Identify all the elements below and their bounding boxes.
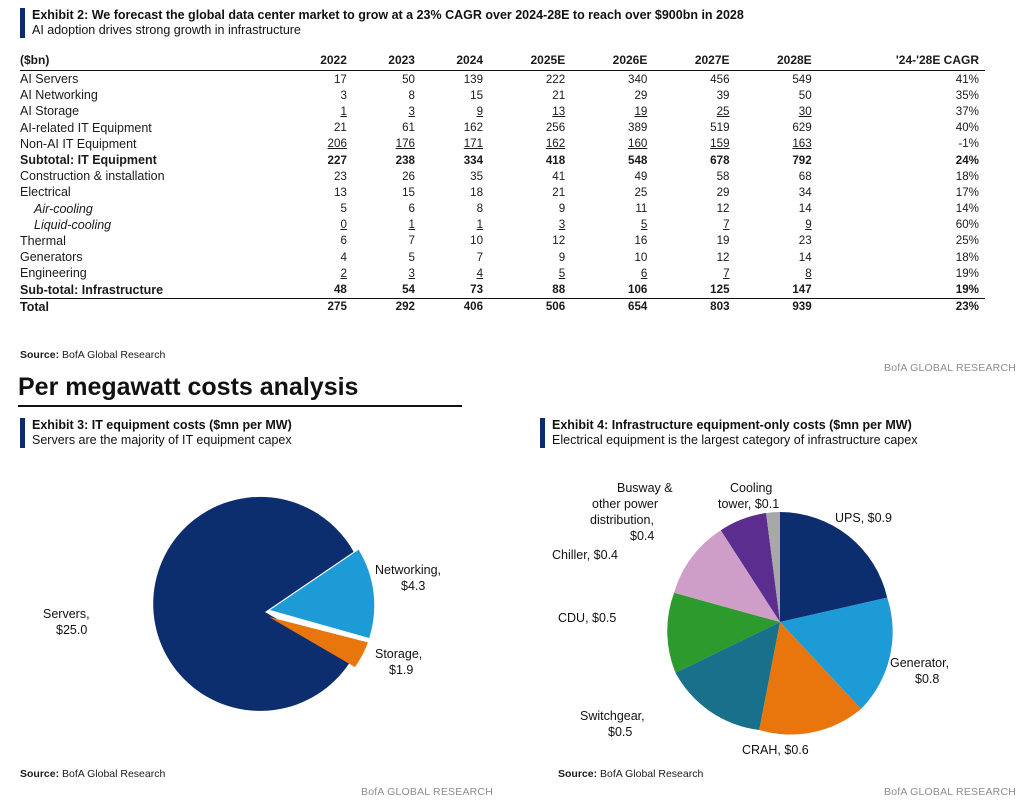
table-cell: 14: [798, 202, 812, 216]
table-cell: 12: [552, 234, 566, 248]
pie-label-servers-line1: Servers,: [43, 607, 90, 621]
table-cell: 456: [710, 72, 730, 86]
row-label: AI Networking: [20, 88, 98, 103]
table-cell: 3: [408, 104, 415, 118]
table-cell: 7: [723, 266, 730, 280]
row-label: AI Storage: [20, 104, 80, 119]
table-cell: 30: [798, 104, 812, 118]
table-cell: 15: [402, 185, 415, 199]
exhibit3-footer: BofA GLOBAL RESEARCH: [361, 786, 493, 798]
table-cell: 7: [723, 218, 730, 232]
column-header: 2025E: [489, 52, 571, 71]
table-cell: 292: [353, 298, 421, 315]
pie-label-networking-line2: $4.3: [401, 579, 426, 593]
row-label: AI Servers: [20, 72, 79, 87]
table-cell: 13: [333, 185, 347, 199]
table-cell: 7: [476, 250, 484, 264]
exhibit4-subtitle: Electrical equipment is the largest category of infrastructure capex: [552, 433, 918, 447]
source-label: Source:: [20, 349, 60, 361]
table-cell: 58: [716, 169, 730, 183]
table-cell: 6: [340, 234, 347, 248]
exhibit2-footer: BofA GLOBAL RESEARCH: [884, 362, 1016, 374]
table-cell: 549: [792, 72, 812, 86]
table-cell: 29: [716, 185, 730, 199]
column-header: 2022: [285, 52, 353, 71]
exhibit3-subtitle: Servers are the majority of IT equipment capex: [32, 433, 292, 447]
table-cell: 5: [408, 250, 415, 264]
table-row: [20, 298, 985, 315]
table-cell: 206: [327, 137, 347, 151]
pie-label-generator-line2: $0.8: [915, 672, 940, 686]
table-row: [20, 168, 985, 184]
exhibit3-pie-chart: [20, 462, 520, 762]
table-cell: 68: [798, 169, 812, 183]
table-cell: 162: [463, 121, 484, 135]
accent-bar: [20, 8, 25, 38]
column-header: 2028E: [736, 52, 818, 71]
pie-label-chiller: Chiller, $0.4: [552, 548, 619, 562]
table-row: [20, 136, 985, 152]
table-cell: 17%: [955, 185, 979, 199]
table-row: [20, 184, 985, 200]
table-cell: 1: [476, 218, 484, 232]
table-row: [20, 265, 985, 281]
table-cell: 2: [340, 266, 347, 280]
table-cell: 18%: [955, 169, 979, 183]
table-cell: 222: [545, 72, 566, 86]
table-cell: 18%: [955, 250, 979, 264]
forecast-table: [20, 52, 985, 315]
table-cell: 654: [571, 298, 653, 315]
table-cell: 11: [635, 202, 648, 216]
table-cell: 26: [402, 169, 415, 183]
table-cell: 176: [395, 137, 415, 151]
table-row: [20, 152, 985, 168]
pie-label-servers-line2: $25.0: [56, 623, 88, 637]
column-header: ($bn): [20, 52, 285, 71]
pie-label-busway-line2: other power: [592, 497, 659, 511]
table-cell: 12: [716, 202, 730, 216]
table-cell: 14%: [955, 202, 979, 216]
table-cell: 5: [340, 202, 347, 216]
table-cell: 13: [552, 104, 566, 118]
row-label: Air-cooling: [34, 201, 93, 216]
exhibit4-block: [540, 418, 1020, 448]
table-row: [20, 71, 985, 88]
row-label: Liquid-cooling: [34, 217, 112, 232]
row-label: Non-AI IT Equipment: [20, 136, 137, 151]
table-cell: 106: [628, 283, 648, 297]
table-cell: 39: [716, 88, 730, 102]
table-cell: 34: [798, 185, 812, 199]
pie-label-busway-line3: distribution,: [590, 513, 654, 527]
table-cell: 29: [634, 88, 648, 102]
table-cell: 25: [634, 185, 648, 199]
accent-bar: [20, 418, 25, 448]
table-cell: 334: [463, 153, 484, 167]
exhibit3-title: Exhibit 3: IT equipment costs ($mn per MW): [32, 418, 292, 432]
table-cell: 1: [340, 104, 347, 118]
pie-label-coolingtower-line1: Cooling: [730, 481, 773, 495]
table-cell: 4: [340, 250, 347, 264]
row-label: Construction & installation: [20, 169, 165, 184]
table-cell: 37%: [955, 104, 979, 118]
table-cell: 629: [792, 121, 812, 135]
row-label: Sub-total: Infrastructure: [20, 282, 164, 297]
pie-label-storage-line1: Storage,: [375, 647, 423, 661]
table-cell: 19%: [955, 283, 979, 297]
table-cell: 12: [716, 250, 730, 264]
table-cell: 41: [552, 169, 566, 183]
row-label: Subtotal: IT Equipment: [20, 153, 157, 168]
table-cell: 35: [470, 169, 484, 183]
table-row: [20, 281, 985, 298]
table-cell: 147: [792, 283, 812, 297]
pie-label-crah: CRAH, $0.6: [742, 743, 809, 757]
table-cell: 41%: [955, 72, 979, 86]
table-cell: 678: [710, 153, 730, 167]
table-row: [20, 201, 985, 217]
table-cell: 519: [710, 121, 730, 135]
pie-label-coolingtower-line2: tower, $0.1: [718, 497, 780, 511]
table-cell: 19%: [955, 266, 979, 280]
pie-label-cdu: CDU, $0.5: [558, 611, 617, 625]
table-cell: 6: [640, 266, 648, 280]
table-cell: 6: [408, 202, 415, 216]
pie-label-switchgear-line2: $0.5: [608, 725, 633, 739]
exhibit4-title: Exhibit 4: Infrastructure equipment-only costs ($mn per MW): [552, 418, 912, 432]
table-cell: 50: [798, 88, 812, 102]
table-cell: 171: [463, 137, 484, 151]
table-cell: 24%: [955, 153, 979, 167]
pie-label-networking-line1: Networking,: [375, 563, 441, 577]
table-cell: 162: [545, 137, 566, 151]
pie-label-generator-line1: Generator,: [890, 656, 950, 670]
table-cell: 25%: [955, 234, 979, 248]
row-label: Electrical: [20, 185, 71, 200]
table-cell: 256: [545, 121, 566, 135]
table-cell: 16: [634, 234, 648, 248]
table-cell: 49: [634, 169, 648, 183]
accent-bar: [540, 418, 545, 448]
column-header: 2026E: [571, 52, 653, 71]
table-cell: 50: [402, 72, 415, 86]
table-cell: 18: [470, 185, 484, 199]
table-cell: 163: [792, 137, 812, 151]
table-row: [20, 233, 985, 249]
table-cell: 389: [628, 121, 648, 135]
table-cell: 406: [421, 298, 489, 315]
table-cell: 19: [716, 234, 730, 248]
table-cell: 21: [552, 185, 566, 199]
table-cell: 14: [798, 250, 812, 264]
table-cell: 35%: [955, 88, 979, 102]
pie-label-ups: UPS, $0.9: [835, 511, 892, 525]
table-cell: 3: [340, 88, 347, 102]
table-cell: 7: [408, 234, 415, 248]
table-row: [20, 249, 985, 265]
source-text: BofA Global Research: [62, 349, 166, 361]
table-cell: 1: [408, 218, 415, 232]
table-cell: 5: [640, 218, 648, 232]
column-header: 2024: [421, 52, 489, 71]
table-cell: 5: [558, 266, 566, 280]
table-cell: 0: [340, 218, 347, 232]
table-row: [20, 103, 985, 119]
table-cell: 17: [333, 72, 347, 86]
exhibit2-subtitle: AI adoption drives strong growth in infrastructure: [32, 23, 301, 37]
table-cell: 61: [402, 121, 415, 135]
table-cell: 8: [805, 266, 812, 280]
table-cell: 125: [710, 283, 730, 297]
table-cell: 3: [408, 266, 415, 280]
table-cell: 3: [558, 218, 566, 232]
table-row: [20, 217, 985, 233]
table-body: [20, 71, 985, 315]
pie-label-storage-line2: $1.9: [389, 663, 414, 677]
exhibit2-title: Exhibit 2: We forecast the global data center market to grow at a 23% CAGR over 2024-28E to reach over $900bn in 2028: [32, 8, 744, 22]
row-label: Generators: [20, 250, 83, 265]
table-cell: 10: [470, 234, 484, 248]
table-row: [20, 87, 985, 103]
table-row: [20, 120, 985, 136]
table-cell: 9: [805, 218, 812, 232]
table-cell: 40%: [955, 121, 979, 135]
table-cell: 23%: [818, 298, 985, 315]
table-cell: 21: [552, 88, 566, 102]
table-cell: 48: [333, 283, 347, 297]
pie-label-busway-line1: Busway &: [617, 481, 673, 495]
pie-label-busway-line4: $0.4: [630, 529, 655, 543]
row-label: Engineering: [20, 266, 87, 281]
table-cell: -1%: [958, 137, 979, 151]
row-label: AI-related IT Equipment: [20, 120, 152, 135]
table-cell: 275: [285, 298, 353, 315]
exhibit3-block: [20, 418, 500, 448]
exhibit2-source: [20, 349, 165, 361]
pie-label-switchgear-line1: Switchgear,: [580, 709, 645, 723]
table-cell: 340: [628, 72, 648, 86]
table-cell: 8: [476, 202, 484, 216]
source-text: BofA Global Research: [600, 768, 704, 780]
table-cell: 227: [327, 153, 347, 167]
pie-slices-group: [667, 512, 892, 735]
table-cell: 238: [395, 153, 415, 167]
table-cell: 10: [634, 250, 648, 264]
column-header: '24-'28E CAGR: [818, 52, 985, 71]
table-cell: 21: [333, 121, 347, 135]
table-cell: 792: [792, 153, 812, 167]
pie-svg-infrastructure: [540, 462, 1024, 782]
table-cell: 15: [470, 88, 484, 102]
table-cell: 139: [463, 72, 484, 86]
table-cell: 418: [545, 153, 566, 167]
pie-svg-it-equipment: [20, 462, 520, 762]
exhibit4-pie-chart: [540, 462, 1024, 782]
table-cell: 9: [558, 202, 566, 216]
table-cell: 9: [558, 250, 566, 264]
section-rule: [18, 405, 462, 407]
table-cell: 23: [798, 234, 812, 248]
table-cell: 23: [333, 169, 347, 183]
section-heading: Per megawatt costs analysis: [18, 373, 359, 401]
table-cell: 548: [628, 153, 648, 167]
column-header: 2023: [353, 52, 421, 71]
exhibit4-footer: BofA GLOBAL RESEARCH: [884, 786, 1016, 798]
table-cell: 88: [552, 283, 566, 297]
source-text: BofA Global Research: [62, 768, 166, 780]
table-cell: 160: [628, 137, 648, 151]
table-cell: 506: [489, 298, 571, 315]
table-cell: 159: [710, 137, 730, 151]
table-cell: 8: [408, 88, 415, 102]
table-cell: 4: [476, 266, 484, 280]
exhibit3-source: [20, 768, 165, 780]
source-label: Source:: [558, 768, 598, 780]
column-header: 2027E: [653, 52, 735, 71]
exhibit2-header: [20, 8, 1010, 38]
table-cell: 803: [653, 298, 735, 315]
table-header-row: [20, 52, 985, 71]
source-label: Source:: [20, 768, 60, 780]
exhibit4-source: [558, 768, 703, 780]
table-cell: 54: [402, 283, 415, 297]
table-cell: 25: [716, 104, 730, 118]
table-cell: 9: [476, 104, 484, 118]
table-cell: 19: [634, 104, 648, 118]
table-cell: 939: [736, 298, 818, 315]
table-cell: 73: [470, 283, 484, 297]
row-label: Total: [20, 298, 285, 315]
row-label: Thermal: [20, 233, 66, 248]
table-cell: 60%: [955, 218, 979, 232]
